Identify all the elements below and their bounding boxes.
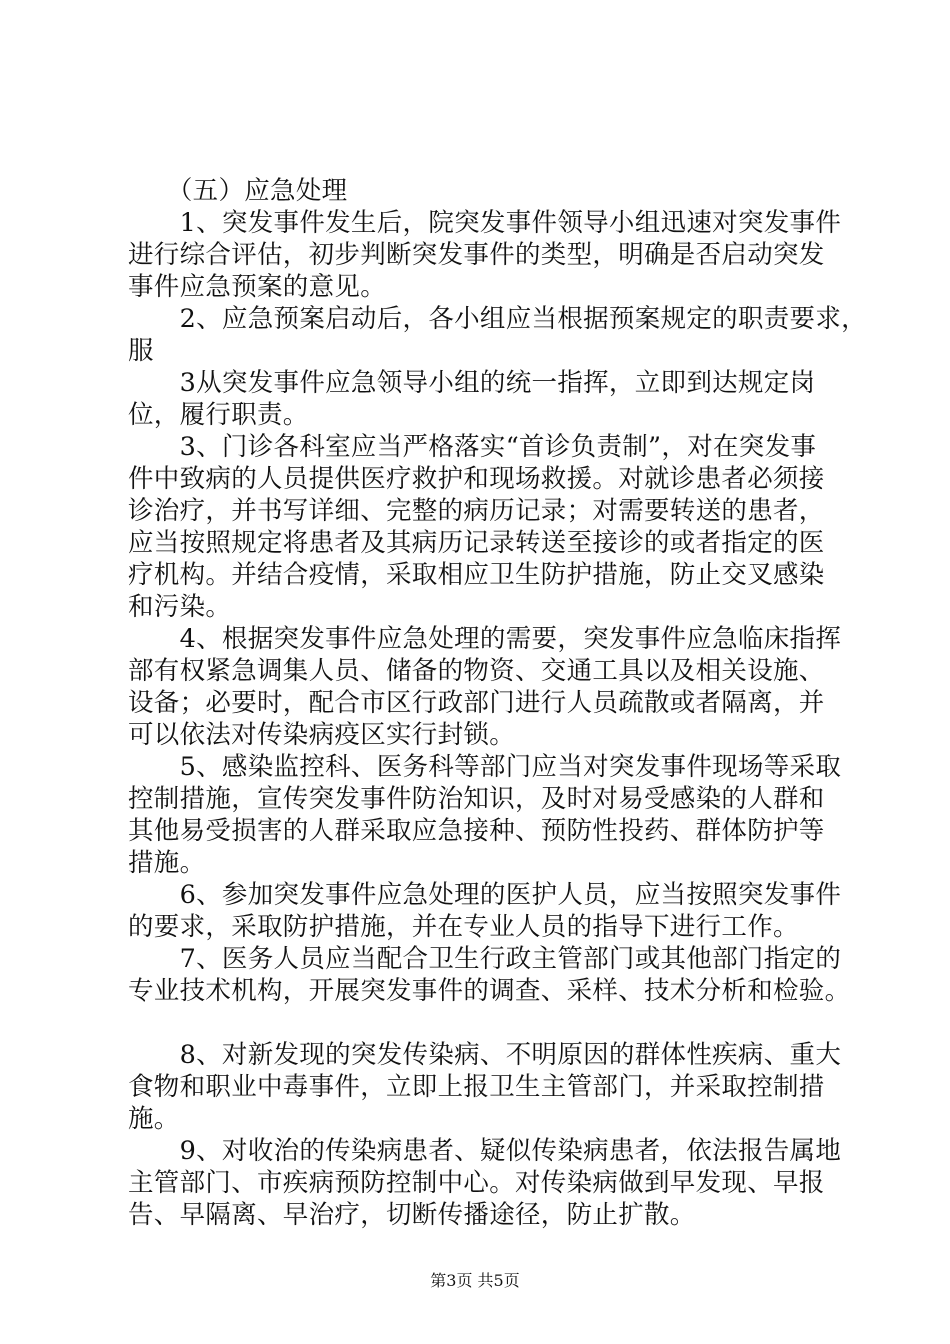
text-line: 1、突发事件发生后，院突发事件领导小组迅速对突发事件	[128, 208, 842, 238]
text-line: 其他易受损害的人群采取应急接种、预防性投药、群体防护等	[128, 816, 825, 846]
text-line: 和污染。	[128, 592, 232, 622]
text-line: 3从突发事件应急领导小组的统一指挥，立即到达规定岗	[128, 368, 816, 398]
text-line: 施。	[128, 1104, 180, 1134]
text-line: 设备；必要时，配合市区行政部门进行人员疏散或者隔离，并	[128, 688, 825, 718]
text-line: 措施。	[128, 848, 206, 878]
text-line: 诊治疗，并书写详细、完整的病历记录；对需要转送的患者，	[128, 496, 825, 526]
text-line: 食物和职业中毒事件，立即上报卫生主管部门，并采取控制措	[128, 1072, 825, 1102]
text-line: （五）应急处理	[128, 176, 348, 206]
text-line: 服	[128, 336, 154, 366]
text-line: 7、医务人员应当配合卫生行政主管部门或其他部门指定的	[128, 944, 842, 974]
text-line: 9、对收治的传染病患者、疑似传染病患者，依法报告属地	[128, 1136, 842, 1166]
text-line: 事件应急预案的意见。	[128, 272, 387, 302]
text-line: 主管部门、市疾病预防控制中心。对传染病做到早发现、早报	[128, 1168, 825, 1198]
text-line: 告、早隔离、早治疗，切断传播途径，防止扩散。	[128, 1200, 696, 1230]
text-line: 5、感染监控科、医务科等部门应当对突发事件现场等采取	[128, 752, 842, 782]
text-line: 专业技术机构，开展突发事件的调查、采样、技术分析和检验。	[128, 976, 851, 1006]
text-line: 8、对新发现的突发传染病、不明原因的群体性疾病、重大	[128, 1040, 842, 1070]
text-line: 件中致病的人员提供医疗救护和现场救援。对就诊患者必须接	[128, 464, 825, 494]
text-line: 2、应急预案启动后，各小组应当根据预案规定的职责要求，	[128, 304, 867, 334]
text-line: 位，履行职责。	[128, 400, 309, 430]
text-line: 应当按照规定将患者及其病历记录转送至接诊的或者指定的医	[128, 528, 825, 558]
text-line: 进行综合评估，初步判断突发事件的类型，明确是否启动突发	[128, 240, 825, 270]
text-line: 3、门诊各科室应当严格落实“首诊负责制”，对在突发事	[128, 432, 817, 462]
text-line: 疗机构。并结合疫情，采取相应卫生防护措施，防止交叉感染	[128, 560, 825, 590]
page-number-footer: 第3页 共5页	[430, 1271, 520, 1290]
text-line: 部有权紧急调集人员、储备的物资、交通工具以及相关设施、	[128, 656, 825, 686]
text-line: 6、参加突发事件应急处理的医护人员，应当按照突发事件	[128, 880, 842, 910]
text-line: 的要求，采取防护措施，并在专业人员的指导下进行工作。	[128, 912, 799, 942]
text-line: 控制措施，宣传突发事件防治知识，及时对易受感染的人群和	[128, 784, 825, 814]
text-line: 可以依法对传染病疫区实行封锁。	[128, 720, 516, 750]
text-line: 4、根据突发事件应急处理的需要，突发事件应急临床指挥	[128, 624, 842, 654]
